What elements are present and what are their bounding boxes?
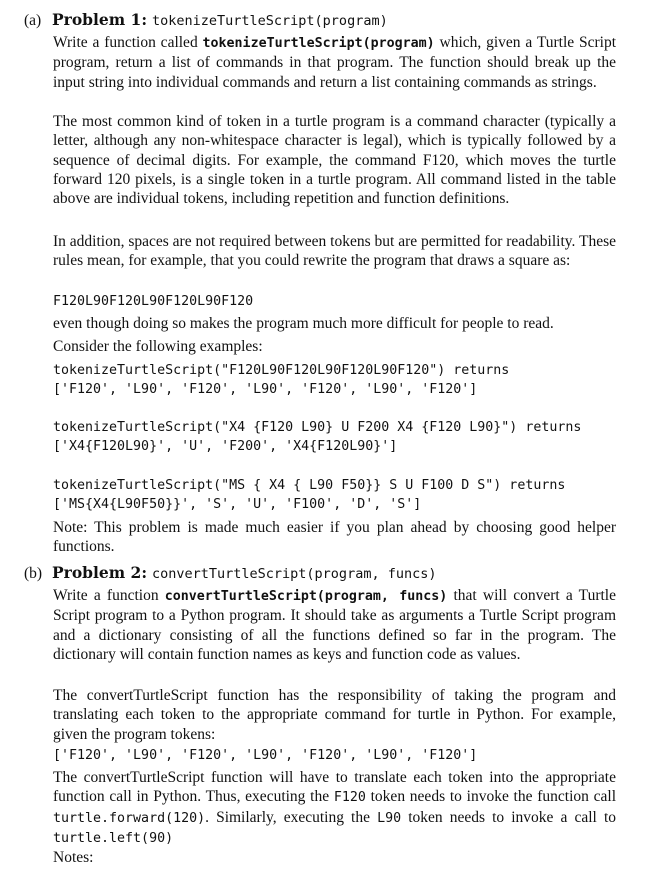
example-3-call: tokenizeTurtleScript("MS { X4 { L90 F50}} S U F100 D S") returns [53,478,566,493]
problem-1-title: Problem 1: [52,10,148,29]
problem-1-paragraph-2: The most common kind of token in a turtle program is a command character (typically a letter, although any non-whitespace character is legal), which is typically followed by a sequence of decimal digits. For example, the command F120, which moves the turtle forward 120 pixels, is a single token in a turtle program. All command listed in the table above are individual tokens, including repetition and function definitions. [53,113,616,208]
example-1-call: tokenizeTurtleScript("F120L90F120L90F120L90F120") returns [53,363,510,378]
problem-2-heading [24,563,436,584]
example-2-call: tokenizeTurtleScript("X4 {F120 L90} U F200 X4 {F120 L90}") returns [53,420,582,435]
problem-2-paragraph-2: The convertTurtleScript function has the responsibility of taking the program and translating each token to the appropriate command for turtle in Python. For example, given the program tokens: [53,687,616,743]
problem-2-title: Problem 2: [52,563,148,582]
problem-2-signature: convertTurtleScript(program, funcs) [152,566,437,582]
problem-1-signature: tokenizeTurtleScript(program) [152,13,388,29]
problem-1-paragraph-5: Consider the following examples: [53,338,263,355]
inline-code: turtle.forward(120) [53,810,206,826]
problem-1-label: (a) [24,12,42,29]
problem-2-paragraph-1: Write a function convertTurtleScript(program, funcs) that will convert a Turtle Script program to a Python program. It should take as arguments a Turtle Script program and a dictionary consisting of all the functions defined so far in the program. The dictionary will contain function names as keys and function code as values. [53,587,616,663]
problem-1-heading [24,10,388,31]
inline-code: turtle.left(90) [53,830,174,846]
tokens-code: ['F120', 'L90', 'F120', 'L90', 'F120', 'L90', 'F120'] [53,748,478,763]
example-2-result: ['X4{F120L90}', 'U', 'F200', 'X4{F120L90}'] [53,439,398,454]
problem-1-note: Note: This problem is made much easier if you plan ahead by choosing good helper functions. [53,519,616,556]
example-1-result: ['F120', 'L90', 'F120', 'L90', 'F120', 'L90', 'F120'] [53,382,478,397]
inline-code: convertTurtleScript(program, funcs) [164,589,448,604]
problem-1-paragraph-3: In addition, spaces are not required between tokens but are permitted for readability. These rules mean, for example, that you could rewrite the program that draws a square as: [53,233,616,270]
problem-2-label: (b) [24,565,43,582]
inline-code: tokenizeTurtleScript(program) [202,36,435,51]
problem-1-paragraph-1: Write a function called tokenizeTurtleScript(program) which, given a Turtle Script program, return a list of commands in that program. The function should break up the input string into individual commands and return a list containing commands as strings. [53,34,616,91]
example-3-result: ['MS{X4{L90F50}}', 'S', 'U', 'F100', 'D', 'S'] [53,497,422,512]
problem-1-paragraph-4: even though doing so makes the program much more difficult for people to read. [53,315,554,332]
inline-code: L90 [377,810,402,826]
problem-2-notes-label: Notes: [53,849,94,866]
inline-code: F120 [333,790,366,806]
problem-2-paragraph-3: The convertTurtleScript function will have to translate each token into the appropriate function call in Python. Thus, executing the F120 token needs to invoke the function call turtle.forward(120). Similarly, executing the L90 token needs to invoke a call to turtle.left(90) [53,769,617,846]
square-program-code: F120L90F120L90F120L90F120 [53,294,254,309]
